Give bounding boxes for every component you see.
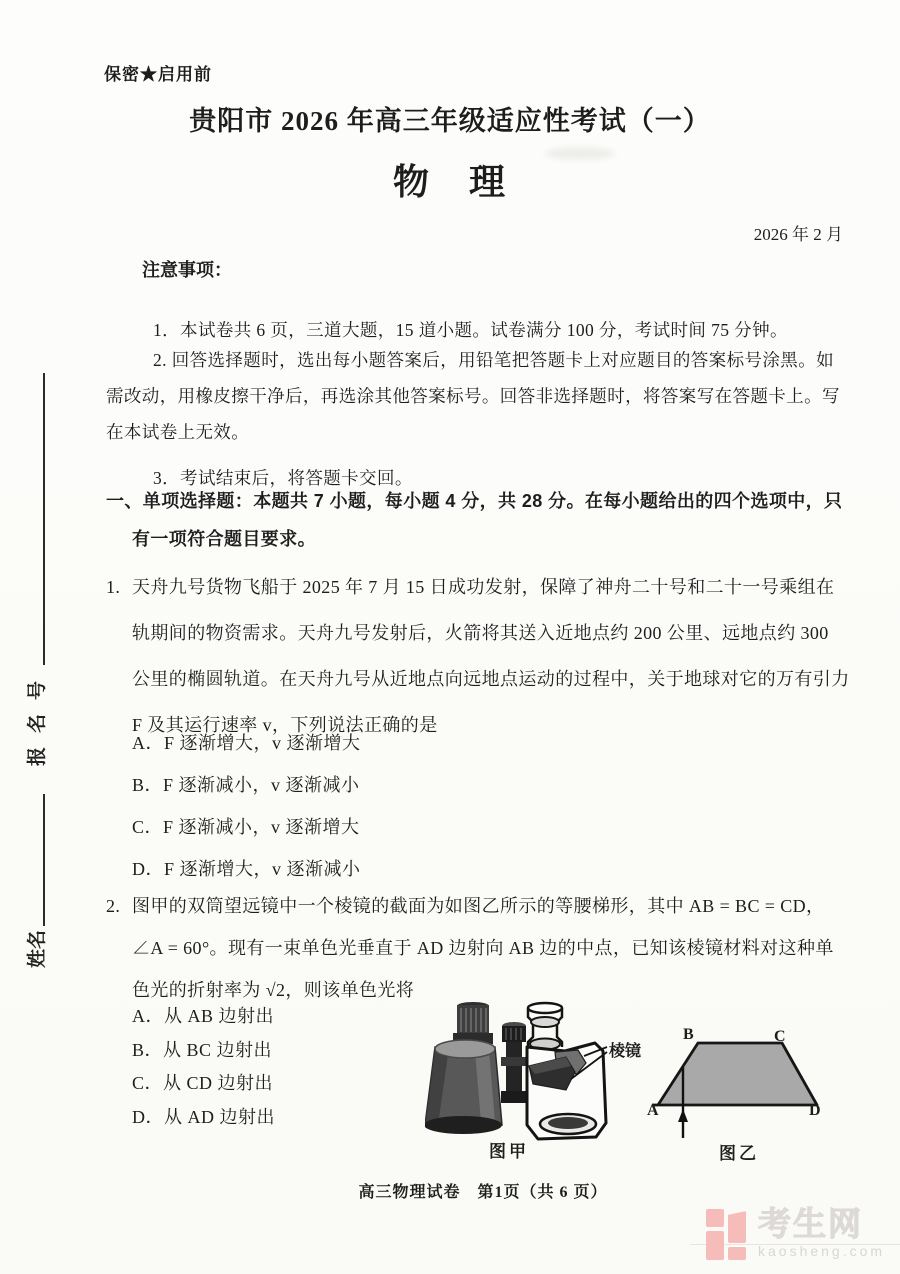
q2-option-c: C．从 CD 边射出: [132, 1073, 274, 1093]
q2-stem: 图甲的双筒望远镜中一个棱镜的截面为如图乙所示的等腰梯形，其中 AB = BC = CD，∠A = 60°。现有一束单色光垂直于 AD 边射向 AB 边的中点，已知该棱镜材料对这种单色光的折射率为 √2，则该单色光将: [132, 896, 834, 1000]
prism-label: 棱镜: [609, 1043, 642, 1060]
kaosheng-logo-icon: [706, 1209, 748, 1261]
q2-number: 2.: [106, 896, 121, 916]
vertex-label-b: B: [683, 1026, 694, 1043]
notice-item-3: 3．考试结束后，将答题卡交回。: [153, 467, 413, 488]
security-notice: 保密★启用前: [104, 65, 212, 84]
notice-item-2: 2. 回答选择题时，选出每小题答案后，用铅笔把答题卡上对应题目的答案标号涂黑。如需改动，用橡皮擦干净后，再选涂其他答案标号。回答非选择题时，将答案写在答题卡上。写在本试卷上无效。: [106, 349, 840, 442]
q2-option-d: D．从 AD 边射出: [132, 1106, 275, 1127]
exam-date: 2026 年 2 月: [753, 225, 843, 244]
page-footer: 高三物理试卷 第1页（共 6 页）: [358, 1184, 608, 1201]
q1-stem: 天舟九号货物飞船于 2025 年 7 月 15 日成功发射，保障了神舟二十号和二十一号乘组在轨期间的物资需求。天舟九号发射后，火箭将其送入近地点约 200 公里、远地点约 300 公里的椭圆轨道。在天舟九号从近地点向远地点运动的过程中，关于地球对它的万有引力 F 及其运行速率 v，下列说法正确的是: [132, 577, 850, 735]
vertex-label-c: C: [774, 1028, 786, 1045]
q2-options: [132, 1000, 275, 1134]
q2-option-b: B．从 BC 边射出: [132, 1039, 273, 1060]
exam-title: 贵阳市 2026 年高三年级适应性考试（一）: [189, 106, 711, 136]
notice-heading: 注意事项：: [142, 260, 232, 280]
section-1-heading: 一、单项选择题：本题共 7 小题，每小题 4 分，共 28 分。在每小题给出的四个选项中，只有一项符合题目要求。: [106, 491, 843, 549]
figure-yi-caption: 图乙: [719, 1144, 759, 1163]
kaosheng-watermark: [706, 1206, 885, 1261]
question-2: [106, 885, 851, 1011]
notice-item-1: 1．本试卷共 6 页，三道大题，15 道小题。试卷满分 100 分，考试时间 75 分钟。: [153, 319, 788, 340]
left-margin-fields: [16, 358, 54, 968]
watermark-site-url: kaosheng.com: [758, 1243, 886, 1259]
vertex-label-d: D: [809, 1102, 821, 1119]
vertex-label-a: A: [647, 1102, 659, 1119]
reg-no-blank-line: [43, 373, 45, 665]
q1-options: [132, 722, 361, 890]
figure-jia-caption: 图甲: [489, 1142, 529, 1161]
q1-number: 1.: [106, 577, 121, 597]
name-label: 姓名: [26, 929, 48, 968]
q1-option-b: B．F 逐渐减小，v 逐渐减小: [132, 775, 360, 795]
watermark-site-name: 考生网: [758, 1205, 863, 1242]
q1-option-d: D．F 逐渐增大，v 逐渐减小: [132, 859, 361, 879]
q2-option-a: A．从 AB 边射出: [132, 1006, 275, 1026]
subject-title: 物 理: [392, 162, 507, 202]
figure-yi: [645, 1018, 845, 1168]
reg-no-label: 报名号: [26, 666, 48, 766]
q1-option-c: C．F 逐渐减小，v 逐渐增大: [132, 817, 360, 837]
figure-jia: [425, 995, 665, 1165]
q1-option-a: A．F 逐渐增大，v 逐渐增大: [132, 733, 361, 753]
question-1: [106, 564, 851, 748]
binoculars-illustration-icon: [425, 995, 665, 1165]
name-blank-line: [43, 794, 45, 926]
